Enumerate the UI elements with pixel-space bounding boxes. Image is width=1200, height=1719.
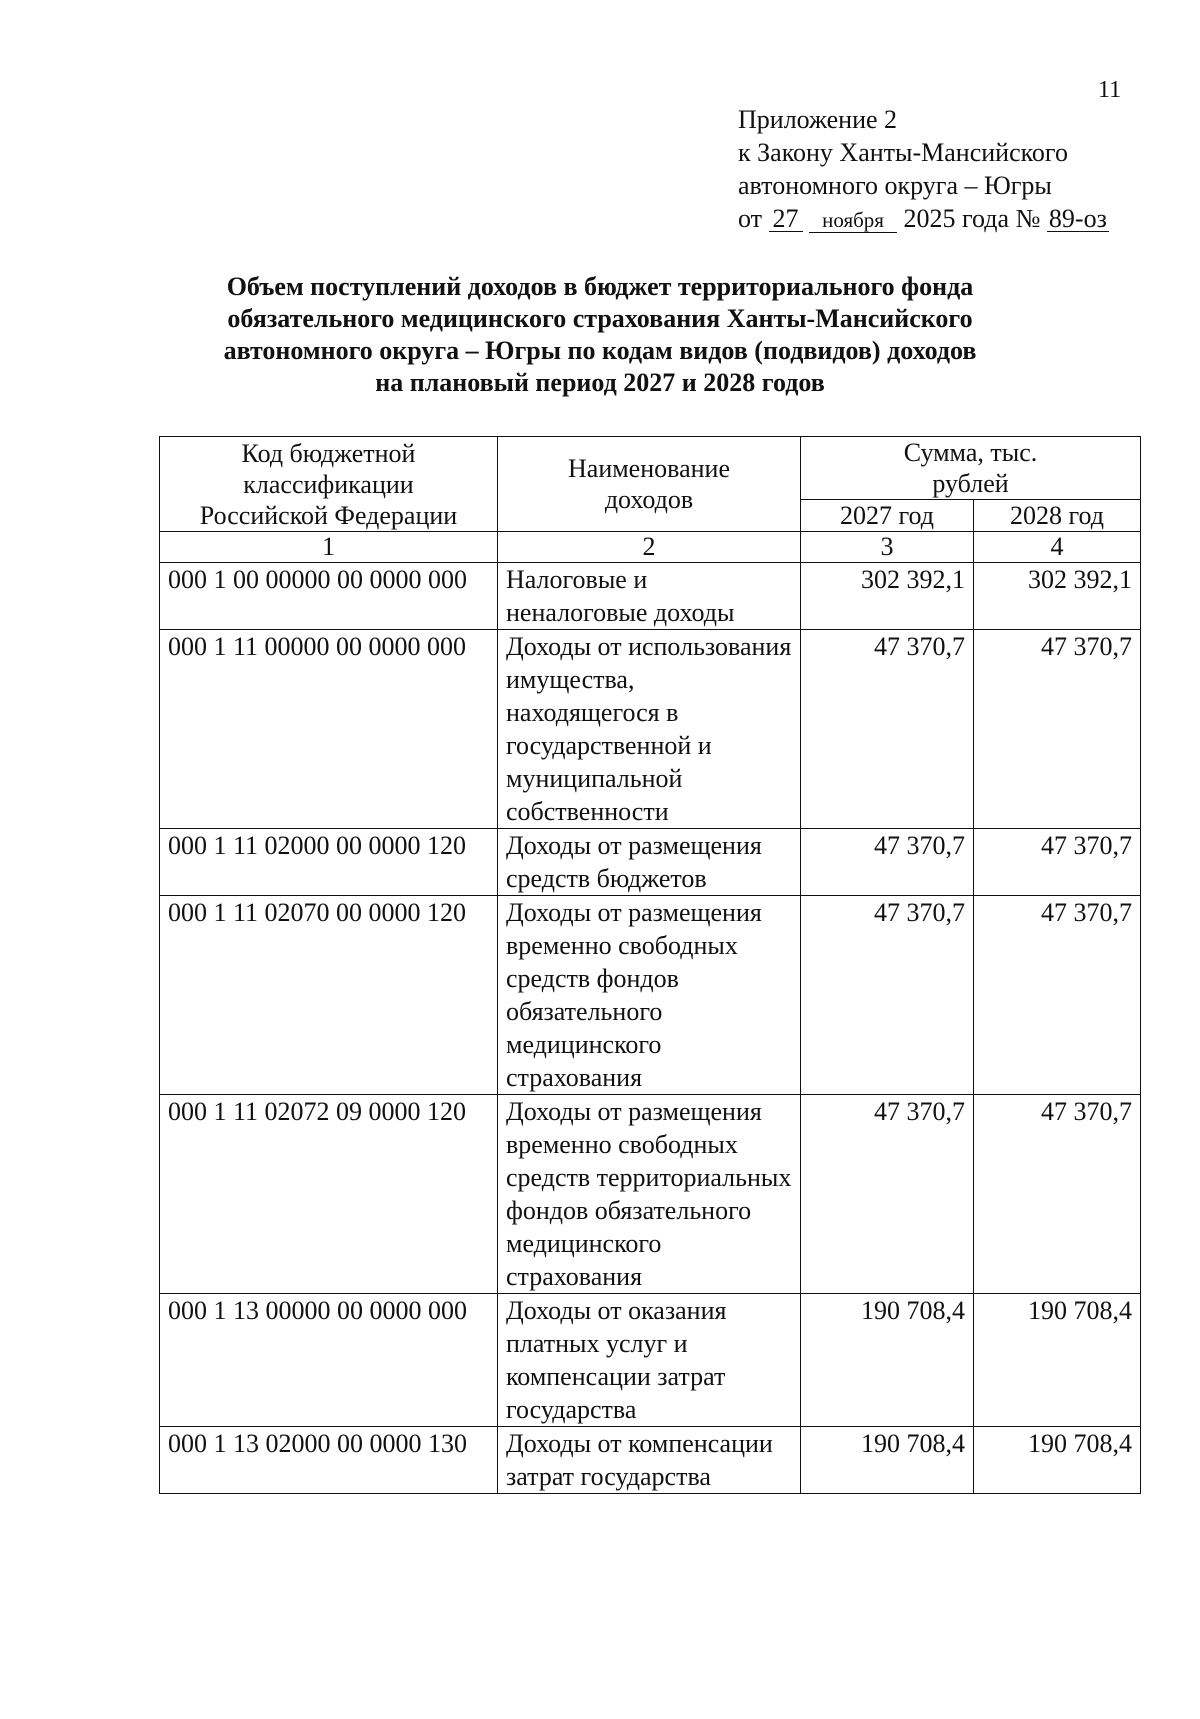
table-row: [160, 630, 1141, 829]
document-title: [100, 271, 1100, 399]
column-number: 3: [801, 532, 974, 563]
title-line: на плановый период 2027 и 2028 годов: [375, 368, 825, 397]
date-month: ноября: [809, 208, 897, 233]
income-code: 000 1 11 02000 00 0000 120: [160, 829, 498, 896]
table-row: [160, 1427, 1141, 1494]
date-day: 27: [769, 207, 803, 232]
revenue-table: [159, 436, 1141, 1494]
amount-2027: 190 708,4: [801, 1427, 974, 1494]
header-name: Наименование доходов: [498, 437, 801, 532]
income-code: 000 1 13 02000 00 0000 130: [160, 1427, 498, 1494]
amount-2027: 47 370,7: [801, 1095, 974, 1294]
table-row: [160, 896, 1141, 1095]
header-year-2028: 2028 год: [974, 500, 1141, 532]
income-code: 000 1 11 02072 09 0000 120: [160, 1095, 498, 1294]
income-code: 000 1 11 00000 00 0000 000: [160, 630, 498, 829]
appendix-date-line: [738, 202, 1109, 235]
income-code: 000 1 11 02070 00 0000 120: [160, 896, 498, 1095]
appendix-header: [738, 103, 1109, 235]
appendix-line: Приложение 2: [738, 105, 898, 134]
header-sum: Сумма, тыс. рублей: [801, 437, 1141, 500]
amount-2027: 302 392,1: [801, 563, 974, 630]
amount-2027: 47 370,7: [801, 896, 974, 1095]
column-number-row: [160, 532, 1141, 563]
table-row: [160, 829, 1141, 896]
amount-2027: 47 370,7: [801, 630, 974, 829]
header-year-2027: 2027 год: [801, 500, 974, 532]
title-line: Объем поступлений доходов в бюджет территориального фонда: [226, 272, 974, 301]
column-number: 2: [498, 532, 801, 563]
income-code: 000 1 00 00000 00 0000 000: [160, 563, 498, 630]
amount-2027: 190 708,4: [801, 1294, 974, 1427]
amount-2027: 47 370,7: [801, 829, 974, 896]
income-code: 000 1 13 00000 00 0000 000: [160, 1294, 498, 1427]
column-number: 4: [974, 532, 1141, 563]
appendix-line: автономного округа – Югры: [738, 171, 1052, 200]
amount-2028: 47 370,7: [974, 829, 1141, 896]
page-number: 11: [1098, 77, 1122, 103]
table-row: [160, 563, 1141, 630]
income-name: Налоговые и неналоговые доходы: [498, 563, 801, 630]
table-row: [160, 1095, 1141, 1294]
amount-2028: 302 392,1: [974, 563, 1141, 630]
date-prefix: от: [738, 204, 763, 233]
income-name: Доходы от размещения временно свободных средств территориальных фондов обязательного медицинского страхования: [498, 1095, 801, 1294]
title-line: обязательного медицинского страхования Ханты-Мансийского: [227, 304, 973, 333]
header-code: Код бюджетной классификации Российской Федерации: [160, 437, 498, 532]
income-name: Доходы от оказания платных услуг и компенсации затрат государства: [498, 1294, 801, 1427]
income-name: Доходы от размещения временно свободных средств фондов обязательного медицинского страхования: [498, 896, 801, 1095]
amount-2028: 190 708,4: [974, 1294, 1141, 1427]
amount-2028: 47 370,7: [974, 630, 1141, 829]
income-name: Доходы от использования имущества, находящегося в государственной и муниципальной собственности: [498, 630, 801, 829]
date-year-text: 2025 года №: [903, 204, 1041, 233]
amount-2028: 47 370,7: [974, 1095, 1141, 1294]
income-name: Доходы от компенсации затрат государства: [498, 1427, 801, 1494]
amount-2028: 47 370,7: [974, 896, 1141, 1095]
title-line: автономного округа – Югры по кодам видов (подвидов) доходов: [223, 336, 977, 365]
law-number: 89-оз: [1047, 207, 1109, 232]
amount-2028: 190 708,4: [974, 1427, 1141, 1494]
appendix-line: к Закону Ханты-Мансийского: [738, 138, 1068, 167]
column-number: 1: [160, 532, 498, 563]
income-name: Доходы от размещения средств бюджетов: [498, 829, 801, 896]
table-row: [160, 1294, 1141, 1427]
